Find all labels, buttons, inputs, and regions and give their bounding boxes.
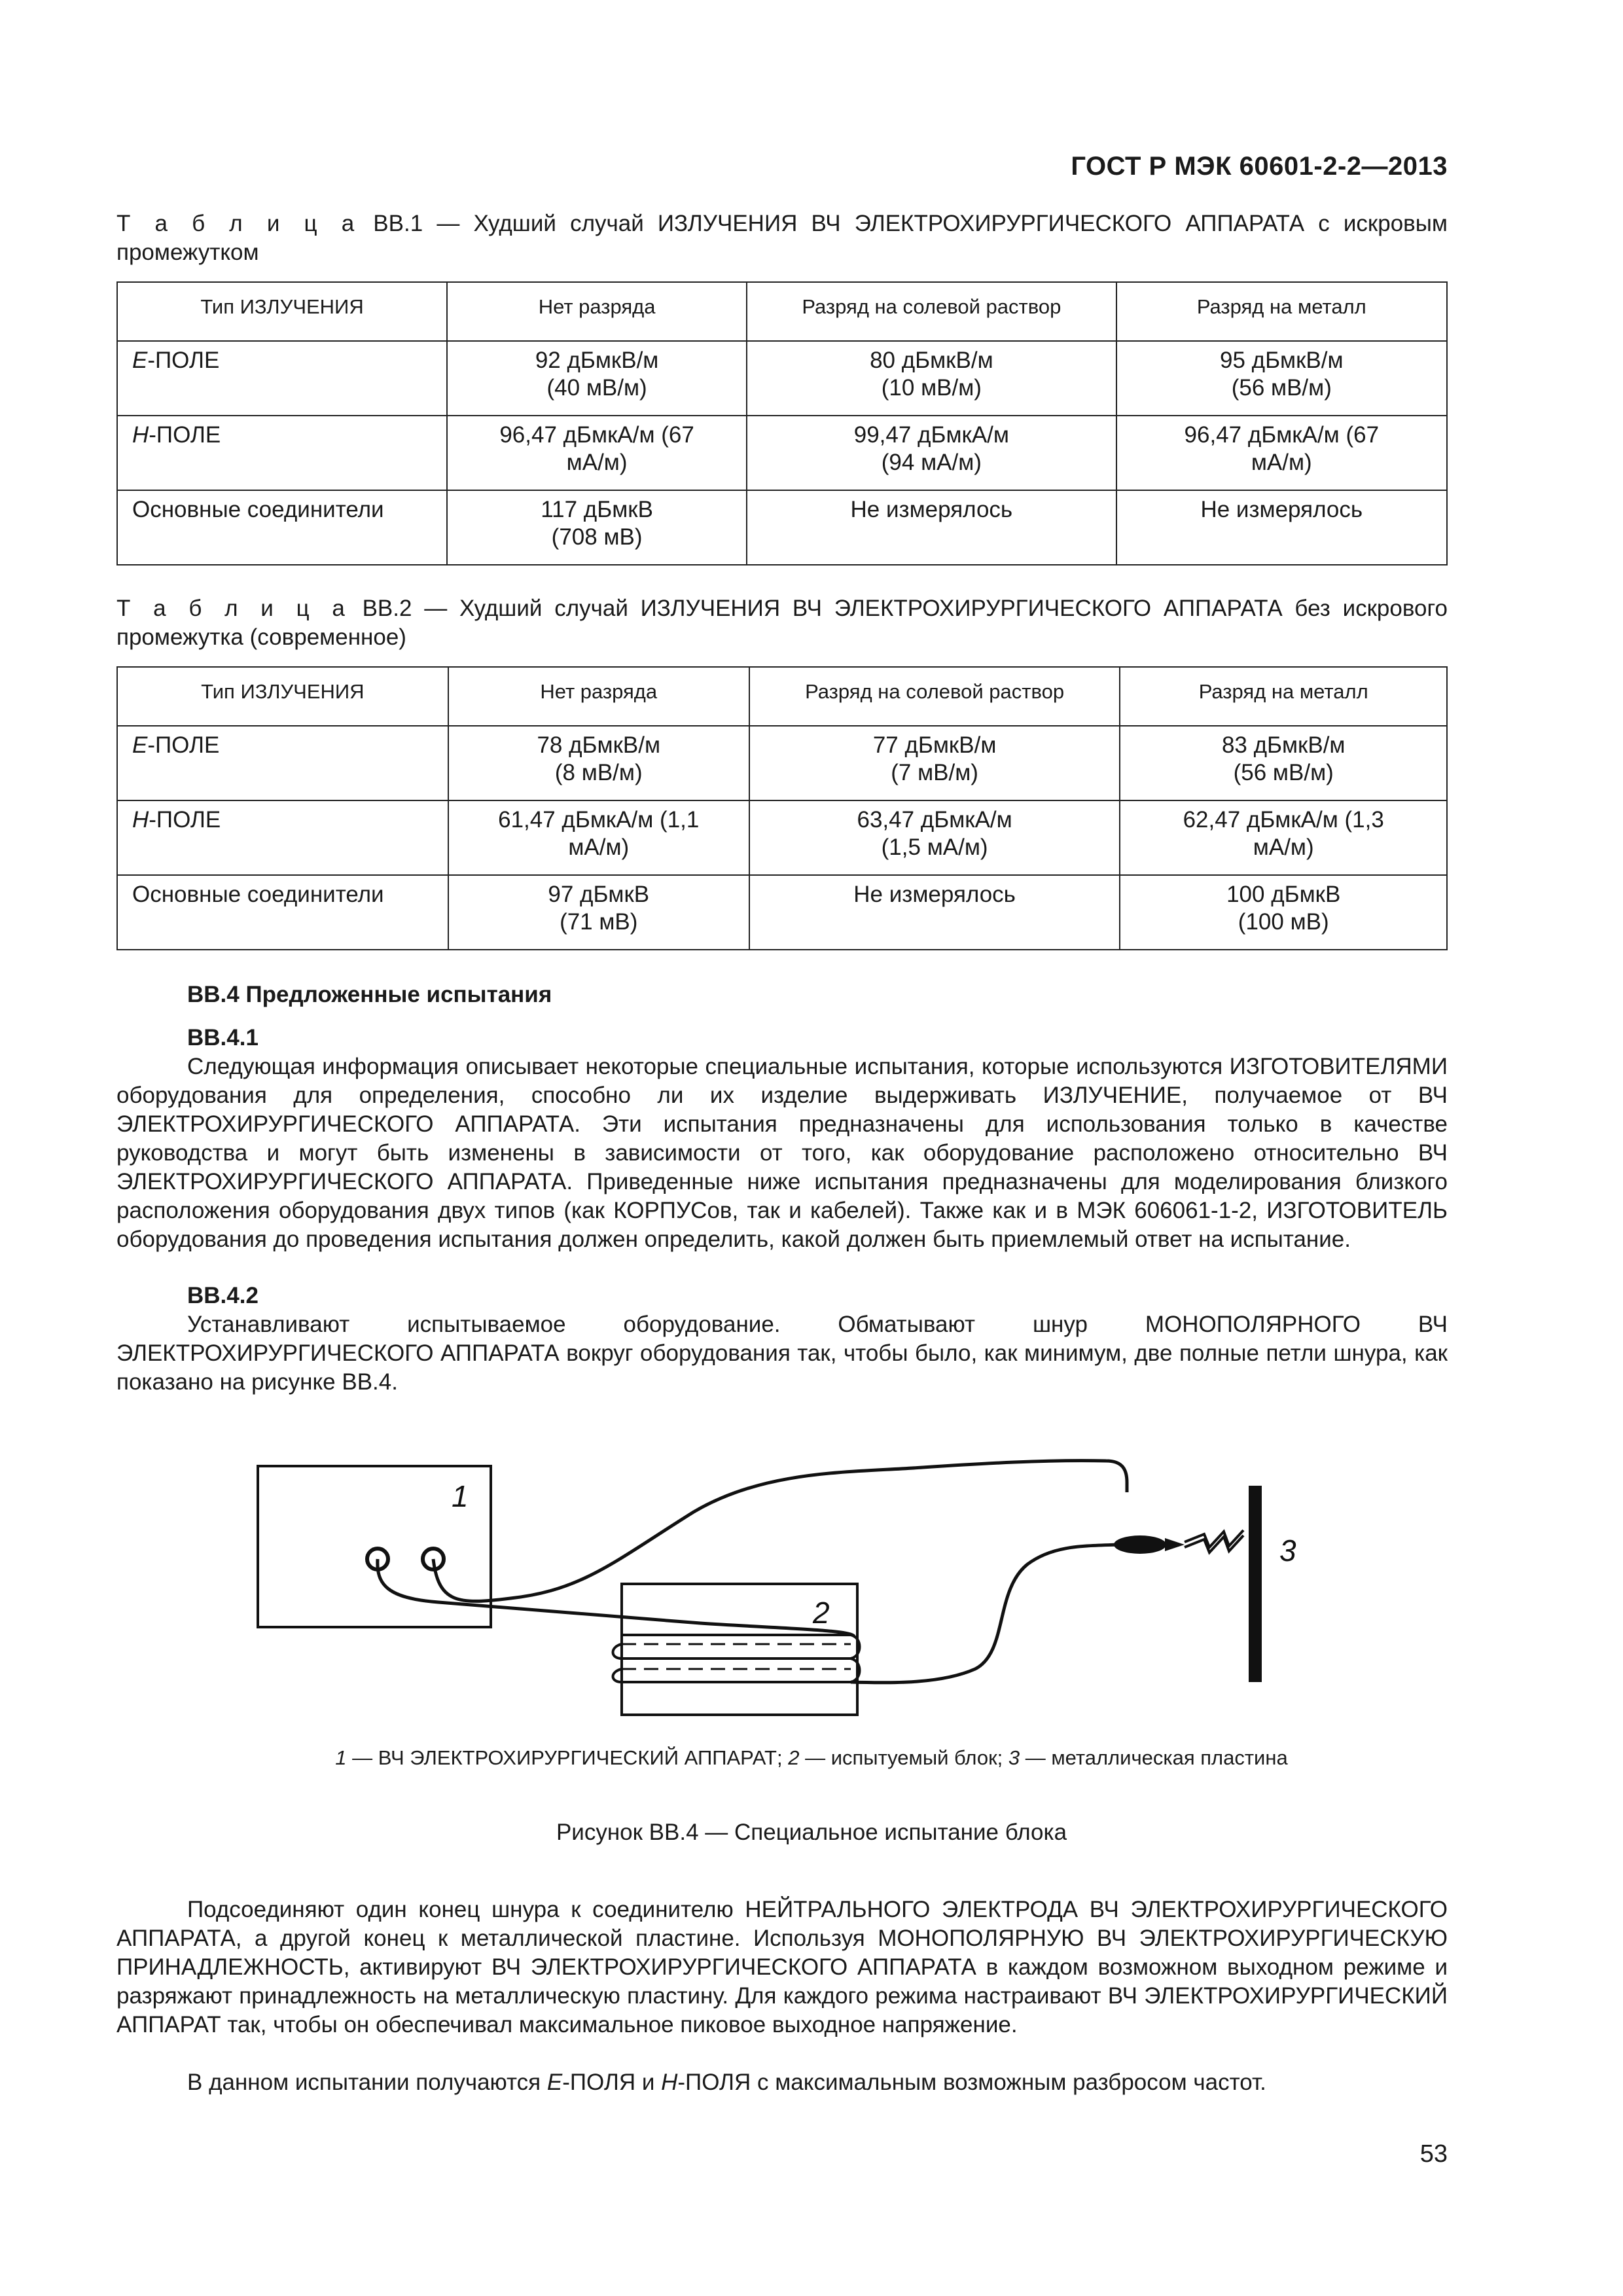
metal-plate — [1249, 1486, 1262, 1682]
table-cell-type — [117, 341, 447, 416]
table-cell-type — [117, 416, 447, 490]
cell-line: (7 мВ/м) — [891, 760, 978, 785]
table-cell — [749, 726, 1120, 800]
cell-line: Не измерялось — [850, 497, 1013, 522]
cell-line: 77 дБмкВ/м — [872, 732, 997, 758]
cell-line: (1,5 мА/м) — [881, 834, 988, 860]
table-cell-type — [117, 875, 448, 950]
cell-line: 117 дБмкВ — [541, 497, 653, 522]
table-cell — [448, 800, 749, 875]
table1-header-saline: Разряд на солевой раствор — [747, 282, 1116, 341]
cell-line: 95 дБмкВ/м — [1220, 348, 1344, 373]
table-cell — [447, 490, 747, 565]
table-cell-type — [117, 490, 447, 565]
cell-line: мА/м) — [1251, 450, 1312, 475]
table-cell — [1120, 800, 1447, 875]
table2-caption-text: ВВ.2 — Худший случай ИЗЛУЧЕНИЯ ВЧ ЭЛЕКТРОХИРУРГИЧЕСКОГО АППАРАТА без искрового промежутка (современное) — [116, 596, 1448, 650]
cell-line: (8 мВ/м) — [554, 760, 643, 785]
figure-diagram — [242, 1420, 1329, 1728]
legend-text: — ВЧ ЭЛЕКТРОХИРУРГИЧЕСКИЙ АППАРАТ; — [346, 1746, 789, 1769]
legend-num: 1 — [335, 1746, 347, 1769]
closing-paragraph-2 — [116, 2068, 1448, 2097]
type-italic: E — [132, 348, 148, 373]
table-row — [117, 875, 1447, 950]
table1-header-metal: Разряд на металл — [1116, 282, 1447, 341]
table-cell — [1120, 875, 1447, 950]
cell-line: (71 мВ) — [560, 909, 638, 935]
table1-caption-text: ВВ.1 — Худший случай ИЗЛУЧЕНИЯ ВЧ ЭЛЕКТРОХИРУРГИЧЕСКОГО АППАРАТА с искровым промежутком — [116, 211, 1448, 265]
cell-line: (56 мВ/м) — [1231, 375, 1332, 401]
cell-line: 62,47 дБмкА/м (1,3 — [1183, 807, 1384, 833]
legend-num: 2 — [788, 1746, 800, 1769]
type-italic: H — [132, 422, 149, 448]
closing-paragraph: Подсоединяют один конец шнура к соединителю НЕЙТРАЛЬНОГО ЭЛЕКТРОДА ВЧ ЭЛЕКТРОХИРУРГИЧЕСКОГО АППАРАТА, а другой конец к металлической пластине. Используя МОНОПОЛЯРНУЮ ВЧ ЭЛЕКТРОХИРУРГИЧЕСКУЮ ПРИНАДЛЕЖНОСТЬ, активируют ВЧ ЭЛЕКТРОХИРУРГИЧЕСКОГО АППАРАТА в каждом возможном выходном режиме и разряжают принадлежность на металлическую пластину. Для каждого режима настраивают ВЧ ЭЛЕКТРОХИРУРГИЧЕСКИЙ АППАРАТ так, чтобы он обеспечивал максимальное пиковое выходное напряжение. — [116, 1897, 1448, 2037]
legend-text: — металлическая пластина — [1020, 1746, 1288, 1769]
text-run-italic: E — [546, 2070, 563, 2095]
cell-line: 92 дБмкВ/м — [535, 348, 659, 373]
cell-line: мА/м) — [566, 450, 628, 475]
table1-header-no-discharge: Нет разряда — [447, 282, 747, 341]
table2-header-saline: Разряд на солевой раствор — [749, 667, 1120, 726]
table2-caption — [116, 594, 1448, 652]
table2-header-type: Тип ИЗЛУЧЕНИЯ — [117, 667, 448, 726]
label-hf-unit: 1 — [452, 1479, 469, 1513]
figure-legend — [0, 1746, 1623, 1770]
legend-num: 3 — [1008, 1746, 1020, 1769]
cell-line: 99,47 дБмкА/м — [853, 422, 1009, 448]
electrode-tip — [1165, 1538, 1185, 1551]
cell-line: (40 мВ/м) — [546, 375, 647, 401]
cable-to-plate — [433, 1461, 1127, 1602]
table-cell — [447, 416, 747, 490]
subsection-4-1-text: Следующая информация описывает некоторые специальные испытания, которые используются ИЗГОТОВИТЕЛЯМИ оборудования для определения, способно ли их изделие выдерживать ИЗЛУЧЕНИЕ, получаемое от ВЧ ЭЛЕКТРОХИРУРГИЧЕСКОГО АППАРАТА. Эти испытания предназначены для использования только в качестве руководства и могут быть изменены в зависимости от того, как оборудование расположено относительно ВЧ ЭЛЕКТРОХИРУРГИЧЕСКОГО АППАРАТА. Приведенные ниже испытания предназначены для моделирования близкого расположения оборудования двух типов (как КОРПУСов, так и кабелей). Также как и в МЭК 606061-1-2, ИЗГОТОВИТЕЛЬ оборудования до проведения испытания должен определить, какой должен быть приемлемый ответ на испытание. — [116, 1054, 1448, 1252]
table-cell — [1120, 726, 1447, 800]
table2-header-no-discharge: Нет разряда — [448, 667, 749, 726]
cell-line: (100 мВ) — [1238, 909, 1329, 935]
table-cell — [1116, 416, 1447, 490]
text-run: В данном испытании получаются — [187, 2070, 547, 2095]
cell-line: (56 мВ/м) — [1233, 760, 1334, 785]
text-run-italic: H — [661, 2070, 678, 2095]
table1-header-type: Тип ИЗЛУЧЕНИЯ — [117, 282, 447, 341]
section-title: ВВ.4 Предложенные испытания — [187, 982, 552, 1007]
cell-line: (708 мВ) — [551, 524, 643, 550]
table1 — [116, 281, 1448, 565]
type-rest: Основные соединители — [132, 882, 384, 907]
table-cell — [749, 875, 1120, 950]
cell-line: (94 мА/м) — [881, 450, 982, 475]
cell-line: 83 дБмкВ/м — [1221, 732, 1346, 758]
text-run: -ПОЛЯ с максимальным возможным разбросом частот. — [677, 2070, 1266, 2095]
cell-line: 96,47 дБмкА/м (67 — [499, 422, 694, 448]
label-dut: 2 — [813, 1596, 830, 1630]
table2-caption-prefix: Т а б л и ц а — [116, 596, 350, 621]
cable-wrap-in — [378, 1559, 854, 1636]
table1-header-row — [117, 282, 1447, 341]
type-rest: -ПОЛЕ — [147, 732, 220, 758]
table-cell — [1116, 490, 1447, 565]
table-row — [117, 800, 1447, 875]
cable-to-electrode — [851, 1545, 1119, 1683]
table2 — [116, 666, 1448, 950]
table1-caption — [116, 209, 1448, 267]
type-rest: -ПОЛЕ — [147, 348, 220, 373]
legend-text: — испытуемый блок; — [799, 1746, 1008, 1769]
figure-title: Рисунок ВВ.4 — Специальное испытание блока — [556, 1820, 1067, 1845]
table-cell — [1116, 341, 1447, 416]
type-rest: -ПОЛЕ — [149, 422, 221, 448]
subsection-4-2-title: ВВ.4.2 — [187, 1283, 259, 1308]
table-cell — [749, 800, 1120, 875]
table-cell — [747, 416, 1116, 490]
cell-line: (10 мВ/м) — [881, 375, 982, 401]
table-row — [117, 341, 1447, 416]
text-run: -ПОЛЯ и — [562, 2070, 662, 2095]
type-rest: -ПОЛЕ — [149, 807, 221, 833]
table-cell — [448, 875, 749, 950]
cell-line: Не измерялось — [1200, 497, 1363, 522]
cell-line: 63,47 дБмкА/м — [857, 807, 1012, 833]
cell-line: 78 дБмкВ/м — [537, 732, 661, 758]
table-cell — [447, 341, 747, 416]
subsection-4-1-title: ВВ.4.1 — [187, 1025, 259, 1050]
table-row — [117, 726, 1447, 800]
loop-turn-left-1 — [613, 1644, 622, 1659]
cell-line: мА/м) — [1253, 834, 1314, 860]
table-cell — [448, 726, 749, 800]
label-plate: 3 — [1279, 1534, 1296, 1568]
table-row — [117, 416, 1447, 490]
cell-line: 97 дБмкВ — [548, 882, 650, 907]
subsection-4-2-text: Устанавливают испытываемое оборудование. Обматывают шнур МОНОПОЛЯРНОГО ВЧ ЭЛЕКТРОХИРУРГИЧЕСКОГО АППАРАТА вокруг оборудования так, чтобы было, как минимум, две полные петли шнура, как показано на рисунке ВВ.4. — [116, 1312, 1448, 1395]
table-cell-type — [117, 726, 448, 800]
electrode-handle — [1114, 1535, 1166, 1554]
cell-line: 61,47 дБмкА/м (1,1 — [498, 807, 700, 833]
cell-line: 100 дБмкВ — [1226, 882, 1341, 907]
table1-caption-prefix: Т а б л и ц а — [116, 211, 360, 236]
loop-turn-left-2 — [613, 1669, 622, 1682]
type-italic: E — [132, 732, 148, 758]
table-row — [117, 490, 1447, 565]
table-cell-type — [117, 800, 448, 875]
cell-line: Не измерялось — [853, 882, 1016, 907]
table-cell — [747, 490, 1116, 565]
cell-line: 96,47 дБмкА/м (67 — [1184, 422, 1380, 448]
type-rest: Основные соединители — [132, 497, 384, 522]
table-cell — [747, 341, 1116, 416]
table2-header-metal: Разряд на металл — [1120, 667, 1447, 726]
cell-line: мА/м) — [568, 834, 630, 860]
standard-header: ГОСТ Р МЭК 60601-2-2—2013 — [1071, 152, 1448, 181]
cell-line: 80 дБмкВ/м — [870, 348, 993, 373]
page-number: 53 — [1419, 2140, 1448, 2168]
table2-header-row — [117, 667, 1447, 726]
type-italic: H — [132, 807, 149, 833]
